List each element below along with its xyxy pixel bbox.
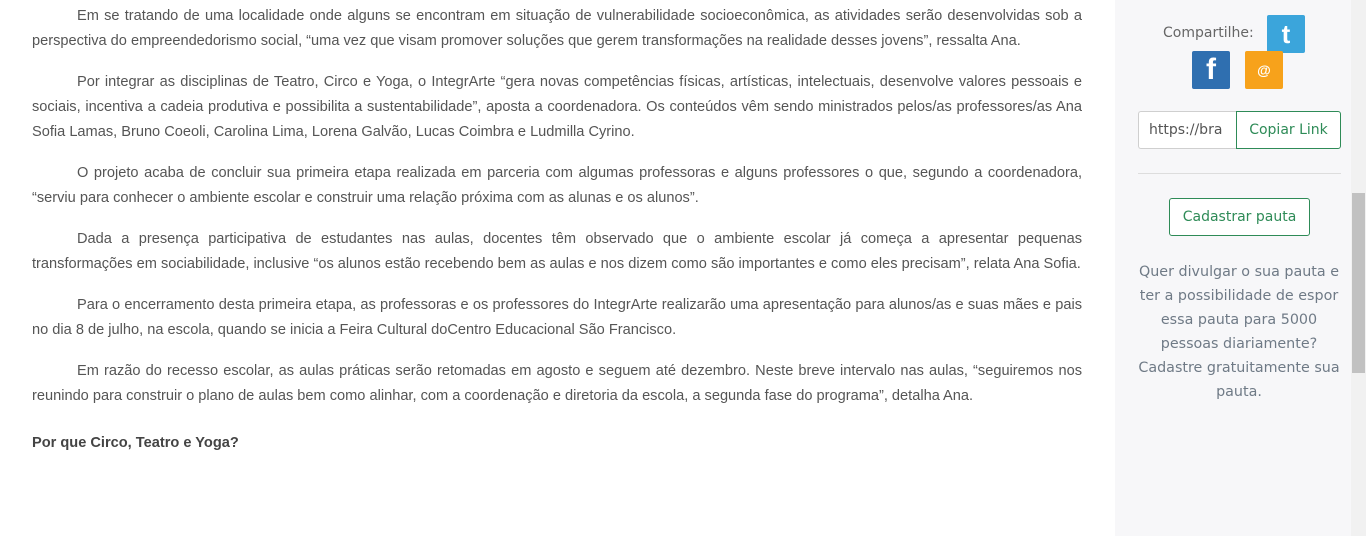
share-link-group: [1138, 111, 1341, 149]
email-share-button[interactable]: [1245, 51, 1283, 89]
copy-link-button[interactable]: Copiar Link: [1236, 111, 1341, 149]
facebook-share-button[interactable]: [1192, 51, 1230, 89]
article-paragraph: Para o encerramento desta primeira etapa, as professoras e os professores do IntegrArte realizarão uma apresentação para alunos/as e suas mães e pais no dia 8 de julho, na escola, quando se inicia a Feira Cultural doCentro Educacional São Francisco.: [32, 297, 1082, 338]
register-pauta-button[interactable]: Cadastrar pauta: [1169, 198, 1310, 236]
promo-text: Quer divulgar o sua pauta e ter a possibilidade de espor essa pauta para 5000 pessoas diariamente? Cadastre gratuitamente sua pauta.: [1138, 264, 1340, 400]
article-paragraph: Por integrar as disciplinas de Teatro, Circo e Yoga, o IntegrArte “gera novas competências físicas, artísticas, intelectuais, desenvolve valores pessoais e sociais, incentiva a cadeia produtiva e possibilita a sustentabilidade”, aposta a coordenadora. Os conteúdos vêm sendo ministrados pelos/as professores/as Ana Sofia Lamas, Bruno Coeoli, Carolina Lima, Lorena Galvão, Lucas Coimbra e Ludmilla Cyrino.: [32, 74, 1082, 140]
scrollbar-thumb[interactable]: [1352, 193, 1365, 373]
email-icon: @: [1257, 62, 1271, 78]
share-label: Compartilhe:: [1163, 25, 1254, 41]
tumblr-icon: t: [1281, 18, 1291, 49]
article-paragraph: O projeto acaba de concluir sua primeira etapa realizada em parceria com algumas professoras e alguns professores o que, segundo a coordenadora, “serviu para conhecer o ambiente escolar e construir uma relação próxima com as alunas e os alunos”.: [32, 165, 1082, 206]
article-body: [32, 4, 1082, 456]
tumblr-share-button[interactable]: [1267, 15, 1305, 53]
page-scrollbar[interactable]: [1351, 0, 1366, 536]
facebook-icon: f: [1206, 53, 1216, 86]
article-paragraph: Em razão do recesso escolar, as aulas práticas serão retomadas em agosto e seguem até dezembro. Neste breve intervalo nas aulas, “seguiremos nos reunindo para construir o plano de aulas bem como alinhar, com a coordenação e diretoria da escola, a segunda fase do programa”, detalha Ana.: [32, 363, 1082, 404]
article-subheading: Por que Circo, Teatro e Yoga?: [32, 435, 239, 451]
article-paragraph: Em se tratando de uma localidade onde alguns se encontram em situação de vulnerabilidade socioeconômica, as atividades serão desenvolvidas sob a perspectiva do empreendedorismo social, “uma vez que visam promover soluções que gerem transformações na realidade desses jovens”, ressalta Ana.: [32, 8, 1082, 49]
sidebar: [1115, 0, 1351, 536]
share-link-input[interactable]: [1138, 111, 1236, 149]
divider: [1138, 173, 1341, 174]
article-paragraph: Dada a presença participativa de estudantes nas aulas, docentes têm observado que o ambiente escolar já começa a apresentar pequenas transformações em sociabilidade, inclusive “os alunos estão recebendo bem as aulas e nos dizem como são importantes e como eles precisam”, relata Ana Sofia.: [32, 231, 1082, 272]
